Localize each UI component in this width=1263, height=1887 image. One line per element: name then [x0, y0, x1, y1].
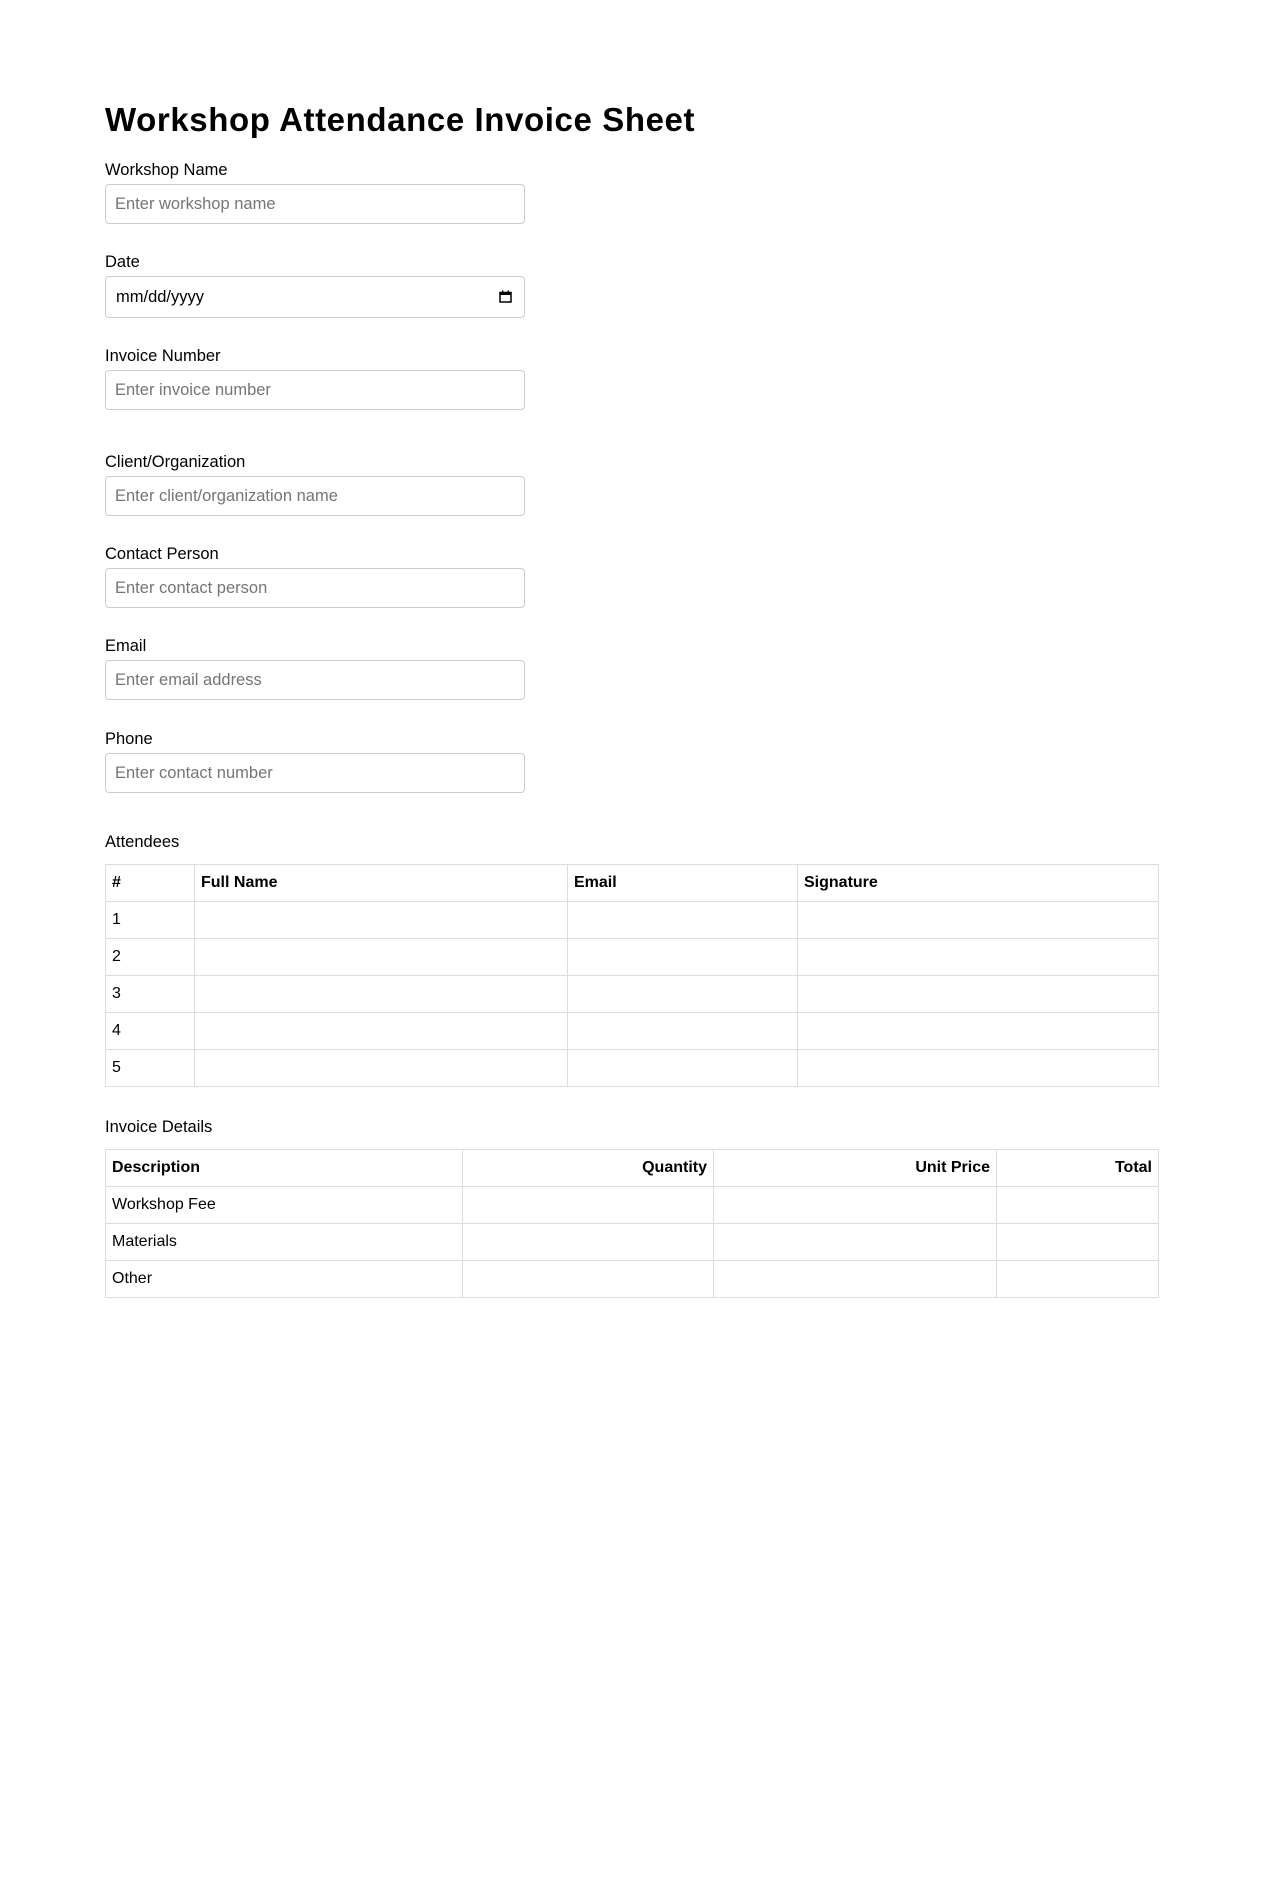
invoice-details-label: Invoice Details: [105, 1118, 213, 1136]
invoice-unit-price-cell[interactable]: [714, 1224, 997, 1261]
date-input[interactable]: [105, 276, 525, 318]
email-input[interactable]: [105, 660, 525, 700]
column-header-unit-price: Unit Price: [714, 1150, 997, 1187]
phone-label: Phone: [105, 730, 153, 748]
attendee-number: 5: [106, 1050, 195, 1087]
invoice-row: [106, 1224, 1159, 1261]
attendee-email-cell[interactable]: [568, 939, 798, 976]
column-header-description: Description: [106, 1150, 463, 1187]
attendees-table: [105, 864, 1159, 1087]
invoice-number-field: [105, 346, 525, 410]
attendee-full-name-cell[interactable]: [195, 939, 568, 976]
attendee-full-name-cell[interactable]: [195, 902, 568, 939]
client-label: Client/Organization: [105, 453, 246, 471]
client-input[interactable]: [105, 476, 525, 516]
contact-person-label: Contact Person: [105, 545, 219, 563]
invoice-unit-price-cell[interactable]: [714, 1261, 997, 1298]
date-field: [105, 252, 525, 318]
attendee-number: 4: [106, 1013, 195, 1050]
date-label: Date: [105, 253, 140, 271]
attendee-row: [106, 976, 1159, 1013]
workshop-name-label: Workshop Name: [105, 161, 228, 179]
attendee-email-cell[interactable]: [568, 902, 798, 939]
invoice-total-cell[interactable]: [997, 1224, 1159, 1261]
attendee-signature-cell[interactable]: [798, 1050, 1159, 1087]
attendee-email-cell[interactable]: [568, 1013, 798, 1050]
attendee-row: [106, 939, 1159, 976]
workshop-name-input[interactable]: [105, 184, 525, 224]
attendee-row: [106, 902, 1159, 939]
invoice-quantity-cell[interactable]: [463, 1224, 714, 1261]
invoice-row: [106, 1187, 1159, 1224]
email-label: Email: [105, 637, 147, 655]
column-header-quantity: Quantity: [463, 1150, 714, 1187]
attendee-row: [106, 1013, 1159, 1050]
calendar-icon[interactable]: [499, 290, 512, 303]
column-header-total: Total: [997, 1150, 1159, 1187]
phone-input[interactable]: [105, 753, 525, 793]
attendee-row: [106, 1050, 1159, 1087]
invoice-description: Materials: [106, 1224, 463, 1261]
attendee-number: 1: [106, 902, 195, 939]
invoice-description: Other: [106, 1261, 463, 1298]
column-header-signature: Signature: [798, 865, 1159, 902]
attendee-signature-cell[interactable]: [798, 939, 1159, 976]
column-header-full-name: Full Name: [195, 865, 568, 902]
workshop-name-field: [105, 160, 525, 224]
date-placeholder: mm/dd/yyyy: [116, 287, 205, 306]
email-field: [105, 636, 525, 700]
invoice-row: [106, 1261, 1159, 1298]
attendee-full-name-cell[interactable]: [195, 1013, 568, 1050]
attendee-email-cell[interactable]: [568, 976, 798, 1013]
contact-person-field: [105, 544, 525, 608]
invoice-details-table: [105, 1149, 1159, 1298]
invoice-number-input[interactable]: [105, 370, 525, 410]
contact-person-input[interactable]: [105, 568, 525, 608]
invoice-number-label: Invoice Number: [105, 347, 221, 365]
column-header-number: #: [106, 865, 195, 902]
attendee-email-cell[interactable]: [568, 1050, 798, 1087]
attendee-number: 2: [106, 939, 195, 976]
invoice-total-cell[interactable]: [997, 1261, 1159, 1298]
attendees-header-row: [106, 865, 1159, 902]
attendee-full-name-cell[interactable]: [195, 976, 568, 1013]
attendee-signature-cell[interactable]: [798, 976, 1159, 1013]
column-header-email: Email: [568, 865, 798, 902]
attendee-full-name-cell[interactable]: [195, 1050, 568, 1087]
page-title: Workshop Attendance Invoice Sheet: [105, 101, 696, 138]
client-field: [105, 452, 525, 516]
attendees-label: Attendees: [105, 833, 180, 851]
invoice-unit-price-cell[interactable]: [714, 1187, 997, 1224]
invoice-header-row: [106, 1150, 1159, 1187]
invoice-quantity-cell[interactable]: [463, 1261, 714, 1298]
invoice-total-cell[interactable]: [997, 1187, 1159, 1224]
phone-field: [105, 729, 525, 793]
invoice-quantity-cell[interactable]: [463, 1187, 714, 1224]
attendee-signature-cell[interactable]: [798, 1013, 1159, 1050]
attendee-number: 3: [106, 976, 195, 1013]
attendee-signature-cell[interactable]: [798, 902, 1159, 939]
invoice-description: Workshop Fee: [106, 1187, 463, 1224]
